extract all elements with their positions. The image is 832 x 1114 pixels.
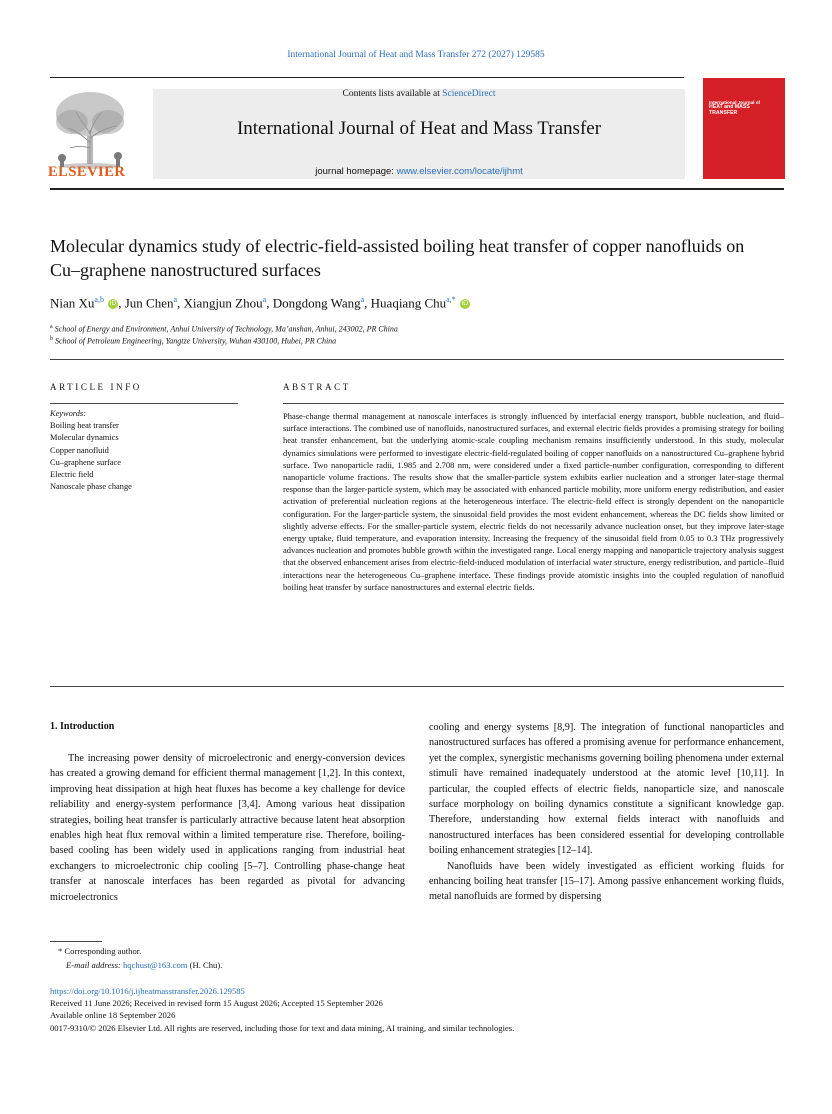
intro-heading: 1. Introduction bbox=[50, 721, 115, 732]
affiliation-a-text: School of Energy and Environment, Anhui University of Technology, Ma’anshan, Anhui, 243002, PR China bbox=[54, 324, 398, 334]
journal-citation-link[interactable]: International Journal of Heat and Mass Transfer 272 (2027) 129585 bbox=[287, 50, 545, 60]
affiliation-b bbox=[50, 336, 336, 346]
received-dates: Received 11 June 2026; Received in revised form 15 August 2026; Accepted 15 September 2026 bbox=[50, 998, 383, 1009]
author-5[interactable]: Huaqiang Chu bbox=[370, 295, 447, 311]
author-3[interactable]: Xiangjun Zhou bbox=[183, 295, 263, 311]
journal-cover-thumbnail[interactable] bbox=[703, 78, 785, 179]
affiliation-b-text: School of Petroleum Engineering, Yangtze University, Wuhan 430100, Hubei, PR China bbox=[55, 336, 337, 346]
intro-paragraph-2: Nanofluids have been widely investigated as efficient working fluids for enhancing boiling heat transfer [15–17]. Among passive enhancement working fluids, metal nanofluids are formed by dispersing bbox=[429, 860, 784, 903]
email-note bbox=[66, 960, 222, 970]
cover-line-2: HEAT and MASS bbox=[709, 104, 750, 111]
abstract-rule bbox=[283, 403, 784, 404]
keyword-item: Copper nanofluid bbox=[50, 445, 109, 455]
affiliation-a bbox=[50, 324, 398, 334]
email-link[interactable]: hqchust@163.com bbox=[122, 960, 188, 970]
keywords-block bbox=[50, 408, 132, 493]
homepage-link[interactable]: www.elsevier.com/locate/ijhmt bbox=[396, 166, 523, 177]
author-4[interactable]: Dongdong Wang bbox=[272, 295, 361, 311]
contents-prefix: Contents lists available at bbox=[342, 89, 440, 99]
author-5-affil[interactable]: a,* bbox=[446, 295, 456, 304]
affiliation-a-mark: a bbox=[50, 324, 53, 330]
author-list: Nian Xu$^{a,b}$ iD , Jun Chen$^a$, Xiangjun Zhou$^a$, Dongdong Wang$^a$, Huaqiang Chu$^{a,*}$ iD bbox=[50, 295, 469, 311]
sciencedirect-link[interactable]: ScienceDirect bbox=[442, 89, 496, 99]
author-1-affil[interactable]: a,b bbox=[94, 295, 104, 304]
journal-name: International Journal of Heat and Mass Transfer bbox=[236, 118, 602, 139]
abstract-bottom-rule bbox=[50, 686, 784, 687]
copyright-line: 0017-9310/© 2026 Elsevier Ltd. All rights are reserved, including those for text and data mining, AI training, and similar technologies. bbox=[50, 1022, 515, 1033]
author-4-affil[interactable]: a bbox=[360, 295, 365, 304]
journal-homepage-line bbox=[153, 166, 685, 177]
affiliation-rule bbox=[50, 359, 784, 360]
keyword-item: Electric field bbox=[50, 470, 94, 480]
author-1[interactable]: Nian Xu bbox=[50, 295, 95, 311]
affiliation-b-mark: b bbox=[50, 336, 53, 342]
keyword-item: Cu–graphene surface bbox=[50, 457, 121, 467]
cover-line-3: TRANSFER bbox=[709, 110, 738, 117]
intro-paragraph-1: The increasing power density of microelectronic and energy-conversion devices has created a growing demand for efficient thermal management [1,2]. In this context, improving heat dissipation at high heat fluxes has become a key challenge for device reliability and energy-system performance [3,4]. Among various heat dissipation strategies, boiling heat transfer is particularly attractive because latent heat absorption enables high heat flux removal within a limited temperature rise. Therefore, boiling-based cooling has been widely used in applications ranging from industrial heat exchangers to microelectronic chip cooling [5–7]. Controlling phase-change heat transfer at nanoscale interfaces has been regarded as pivotal for advancing microelectronics bbox=[50, 753, 405, 903]
intro-left-column bbox=[50, 751, 405, 905]
orcid-icon[interactable]: iD bbox=[461, 300, 469, 308]
available-online: Available online 18 September 2026 bbox=[50, 1010, 176, 1021]
article-info-heading: ARTICLE INFO bbox=[50, 382, 142, 392]
cover-line-1: International Journal of bbox=[709, 100, 761, 105]
author-2-affil[interactable]: a bbox=[173, 295, 178, 304]
header-bottom-rule bbox=[50, 188, 784, 190]
corresponding-author-note: * Corresponding author. bbox=[58, 946, 142, 956]
intro-paragraph-1-cont: cooling and energy systems [8,9]. The integration of functional nanoparticles and nanostructured surfaces has offered a promising avenue for performance enhancement, yet the complex, synergistic mechanisms governing boiling phenomena under external stimuli have remained inadequately understood at the atomic level [10,11]. In particular, the coupled effects of electric fields, nanoparticle size, and nanoscale surface morphology on boiling dynamics constitute a significant knowledge gap. Therefore, understanding how external fields interact with nanofluids and nanostructured interfaces has been considered essential for developing controllable boiling enhancement strategies [12–14]. bbox=[429, 722, 784, 857]
orcid-icon[interactable]: iD bbox=[109, 300, 117, 308]
author-3-affil[interactable]: a bbox=[262, 295, 267, 304]
intro-right-column bbox=[429, 720, 784, 905]
keyword-item: Nanoscale phase change bbox=[50, 482, 132, 492]
header-top-rule bbox=[50, 77, 684, 78]
article-info-rule bbox=[50, 403, 238, 404]
email-label: E-mail address: bbox=[66, 960, 121, 970]
elsevier-wordmark: ELSEVIER bbox=[48, 164, 126, 180]
keyword-item: Molecular dynamics bbox=[50, 433, 119, 443]
doi-link[interactable]: https://doi.org/10.1016/j.ijheatmasstransfer.2026.129585 bbox=[50, 986, 245, 996]
keywords-label: Keywords: bbox=[50, 409, 86, 418]
homepage-prefix: journal homepage: bbox=[315, 166, 394, 177]
footnote-rule bbox=[50, 941, 102, 942]
author-2[interactable]: Jun Chen bbox=[124, 295, 174, 311]
contents-available-line bbox=[153, 89, 685, 99]
cover-title bbox=[709, 100, 781, 117]
abstract-heading: ABSTRACT bbox=[283, 382, 351, 392]
keyword-item: Boiling heat transfer bbox=[50, 421, 119, 431]
article-title: Molecular dynamics study of electric-field-assisted boiling heat transfer of copper nanofluids on Cu–graphene nanostructured surfaces bbox=[50, 236, 745, 280]
abstract-text: Phase-change thermal management at nanoscale interfaces is strongly influenced by interfacial energy transport, bubble nucleation, and fluid–surface interactions. The combined use of nanofluids, nanostructured surfaces, and external electric fields provides a promising strategy for boiling heat transfer enhancement, but the underlying atomic-scale coupling mechanism remains insufficiently understood. In this study, molecular dynamics simulations were performed to investigate electric-field-regulated boiling of copper nanofluids on a nanostructured Cu–graphene hybrid surface. Two nanoparticle radii, 1.985 and 2.708 nm, were considered under a fixed particle-number configuration, corresponding to different nanoparticle volume fractions. The results show that the smaller-particle system exhibits earlier nucleation and a stronger later-stage thermal response than the larger-particle system, which may be associated with enhanced particle mobility, more uniform energy redistribution, and easier activation of preferential nucleation regions at the heterogeneous interface. The electric-field effect is strongly dependent on the nanoparticle configuration. For the larger-particle system, the sinusoidal field provides the most evident enhancement, whereas the DC fields show limited or slightly adverse effects. For the smaller-particle system, electric fields do not necessarily advance nucleation onset, but they improve later-stage energy uptake, fluid temperature, and evaporation intensity. Increasing the frequency of the sinusoidal field from 0.05 to 0.3 THz progressively advances nucleation and promotes bubble growth within the investigated range. Local energy mapping and nanoparticle trajectory analysis suggest that the observed enhancement arises from electric-field-induced modulation of interfacial water structure, energy redistribution, and particle–fluid interactions near the heterogeneous Cu–graphene interface. These findings provide atomistic insights into the coupled regulation of nanofluid boiling heat transfer by surface nanostructures and external electric fields. bbox=[283, 411, 784, 592]
email-suffix: (H. Chu). bbox=[189, 960, 223, 970]
publication-info bbox=[50, 985, 514, 1034]
